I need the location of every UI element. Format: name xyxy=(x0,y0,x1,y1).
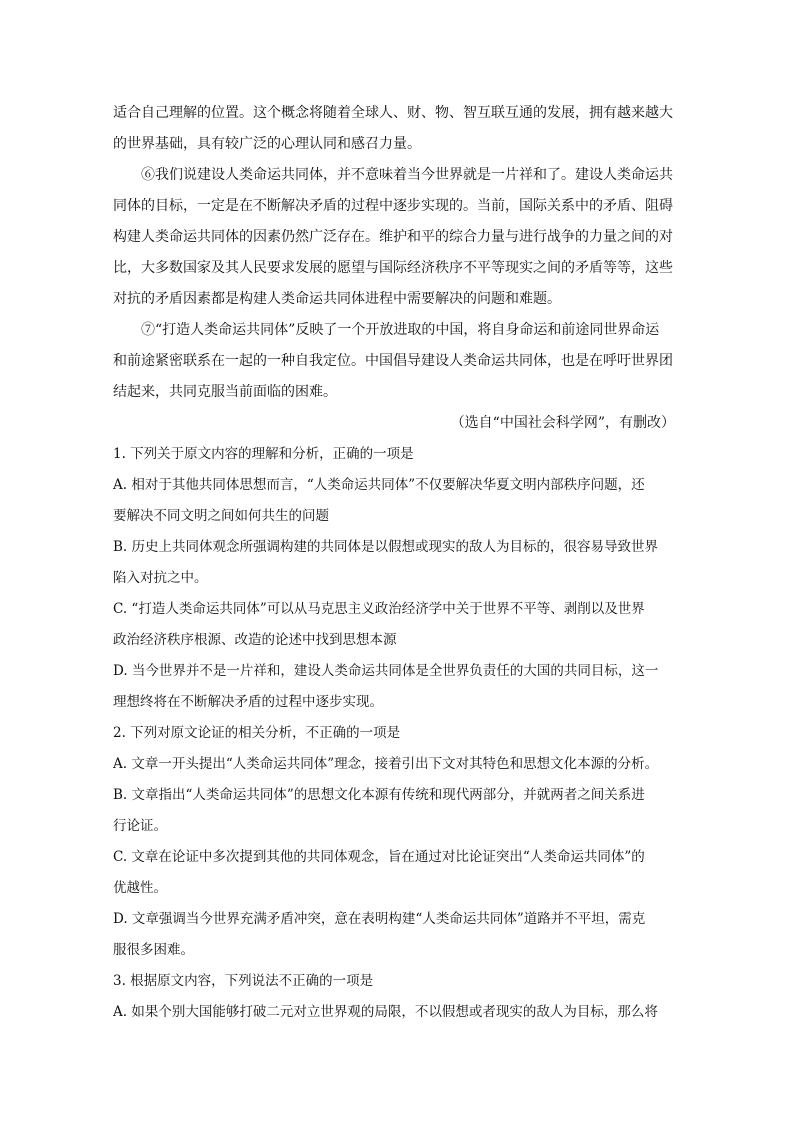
question-2-option-c-cont: 优越性。 xyxy=(113,880,167,896)
source-citation: （选自“中国社会科学网”，有删改） xyxy=(450,415,675,431)
question-2-option-c: C. 文章在论证中多次提到其他的共同体观念，旨在通过对比论证突出“人类命运共同体”的 xyxy=(113,849,645,865)
question-1-stem: 1. 下列关于原文内容的理解和分析，正确的一项是 xyxy=(113,446,414,462)
passage-paragraph-6: ⑥我们说建设人类命运共同体，并不意味着当今世界就是一片祥和了。建设人类命运共 xyxy=(141,167,673,183)
question-2-stem: 2. 下列对原文论证的相关分析，不正确的一项是 xyxy=(113,725,401,741)
passage-line: 和前途紧密联系在一起的一种自我定位。中国倡导建设人类命运共同体，也是在呼吁世界团 xyxy=(113,353,673,369)
question-2-option-b: B. 文章指出“人类命运共同体”的思想文化本源有传统和现代两部分，并就两者之间关系进 xyxy=(113,787,645,803)
question-1-option-a-cont: 要解决不同文明之间如何共生的问题 xyxy=(113,508,329,524)
question-1-option-b: B. 历史上共同体观念所强调构建的共同体是以假想或现实的敌人为目标的，很容易导致世界 xyxy=(113,539,659,555)
question-1-option-c-cont: 政治经济秩序根源、改造的论述中找到思想本源 xyxy=(113,632,397,648)
question-2-option-a: A. 文章一开头提出“人类命运共同体”理念，接着引出下文对其特色和思想文化本源的分析。 xyxy=(113,756,659,772)
document-page xyxy=(113,98,683,1028)
question-2-option-d: D. 文章强调当今世界充满矛盾冲突，意在表明构建“人类命运共同体”道路并不平坦，需克 xyxy=(113,911,646,927)
passage-line: 对抗的矛盾因素都是构建人类命运共同体进程中需要解决的问题和难题。 xyxy=(113,291,561,307)
question-1-option-a: A. 相对于其他共同体思想而言，“人类命运共同体”不仅要解决华夏文明内部秩序问题，还 xyxy=(113,477,645,493)
passage-line: 的世界基础，具有较广泛的心理认同和感召力量。 xyxy=(113,136,421,152)
passage-line: 结起来，共同克服当前面临的困难。 xyxy=(113,384,337,400)
passage-line: 比，大多数国家及其人民要求发展的愿望与国际经济秩序不平等现实之间的矛盾等等，这些 xyxy=(113,260,673,276)
passage-paragraph-7: ⑦“打造人类命运共同体”反映了一个开放进取的中国，将自身命运和前途同世界命运 xyxy=(141,322,660,338)
question-2-option-d-cont: 服很多困难。 xyxy=(113,942,194,958)
passage-line: 同体的目标，一定是在不断解决矛盾的过程中逐步实现的。当前，国际关系中的矛盾、阻碍 xyxy=(113,198,673,214)
passage-line: 适合自己理解的位置。这个概念将随着全球人、财、物、智互联互通的发展，拥有越来越大 xyxy=(113,105,673,121)
question-1-option-b-cont: 陷入对抗之中。 xyxy=(113,570,208,586)
question-1-option-d: D. 当今世界并不是一片祥和，建设人类命运共同体是全世界负责任的大国的共同目标，这一 xyxy=(113,663,659,679)
question-3-option-a: A. 如果个别大国能够打破二元对立世界观的局限，不以假想或者现实的敌人为目标，那么将 xyxy=(113,1004,658,1020)
question-3-stem: 3. 根据原文内容，下列说法不正确的一项是 xyxy=(113,973,374,989)
question-1-option-c: C. “打造人类命运共同体”可以从马克思主义政治经济学中关于世界不平等、剥削以及世界 xyxy=(113,601,645,617)
question-1-option-d-cont: 理想终将在不断解决矛盾的过程中逐步实现。 xyxy=(113,694,383,710)
question-2-option-b-cont: 行论证。 xyxy=(113,818,167,834)
passage-line: 构建人类命运共同体的因素仍然广泛存在。维护和平的综合力量与进行战争的力量之间的对 xyxy=(113,229,673,245)
